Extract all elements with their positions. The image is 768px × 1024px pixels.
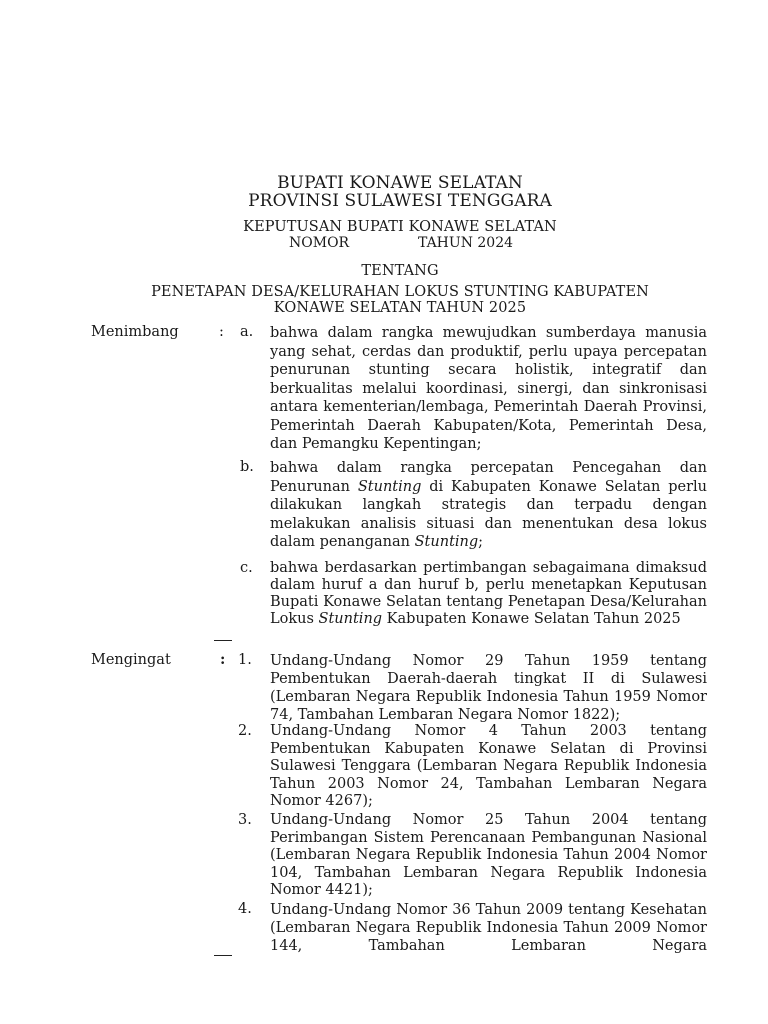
legal-basis-text: Undang-Undang Nomor 29 Tahun 1959 tentang Pembentukan Daerah-daerah tingkat II di Sulawesi (Lembaran Negara Republik Indonesia Tahun 1959 Nomor 74, Tambahan Lembaran Negara Nomor 1822); [270,653,707,723]
item-number: 1. [238,652,252,668]
subject-line-2: KONAWE SELATAN TAHUN 2025 [273,300,527,316]
consideration-text: bahwa dalam rangka mewujudkan sumberdaya manusia yang sehat, cerdas dan produktif, perlu upaya percepatan penurunan stunting secara holistik, integratif dan berkualitas melalui koordinasi, sinergi, dan sinkronisasi antara kementerian/lembaga, Pemerintah Daerah Provinsi, Pemerintah Daerah Kabupaten/Kota, Pemerintah Desa, dan Pemangku Kepentingan; [270,325,707,452]
decree-title: KEPUTUSAN BUPATI KONAWE SELATAN [243,219,557,235]
item-marker: a. [240,324,254,340]
italic-term: Stunting [414,534,479,550]
italic-term: Stunting [357,478,422,495]
legal-basis-text: Undang-Undang Nomor 4 Tahun 2003 tentang Pembentukan Kabupaten Konawe Selatan di Provinsi Sulawesi Tenggara (Lembaran Negara Republik Indonesia Tahun 2003 Nomor 24, Tambahan Lembaran Negara Nomor 4267); [270,723,707,809]
italic-term: Stunting [318,611,383,627]
menimbang-label: Menimbang [91,324,179,340]
item-marker: c. [240,560,253,576]
consideration-text [270,459,707,552]
tahun-label: TAHUN 2024 [418,235,514,251]
legal-basis-text: Undang-Undang Nomor 25 Tahun 2004 tentang Perimbangan Sistem Perencanaan Pembangunan Nasional (Lembaran Negara Republik Indonesia Tahun 2004 Nomor 104, Tambahan Lembaran Negara Republik Indonesia Nomor 4421); [270,812,707,898]
mengingat-colon: : [220,651,226,668]
item-number: 2. [238,723,252,739]
consideration-text [270,560,707,628]
text-segment: bahwa berdasarkan pertimbangan sebagaimana dimaksud dalam huruf a dan huruf b, perlu menetapkan Keputusan Bupati Konawe Selatan tentang Penetapan Desa/Kelurahan Lokus [270,560,707,627]
divider-rule [214,955,232,956]
text-segment: ; [478,534,484,550]
text-segment: di Kabupaten Konawe Selatan perlu dilakukan langkah strategis dan terpadu dengan melakukan analisis situasi dan menentukan desa lokus dalam penanganan [270,478,707,550]
nomor-label: NOMOR [289,235,350,251]
divider-rule [214,640,232,641]
legal-basis-text: Undang-Undang Nomor 36 Tahun 2009 tentang Kesehatan (Lembaran Negara Republik Indonesia Tahun 2009 Nomor 144, Tambahan Lembaran Negara [270,902,707,954]
regent-title: BUPATI KONAWE SELATAN [277,173,523,193]
item-marker: b. [240,459,254,475]
mengingat-label: Mengingat [91,652,171,668]
tentang-heading: TENTANG [361,263,439,279]
subject-line-1: PENETAPAN DESA/KELURAHAN LOKUS STUNTING KABUPATEN [151,284,649,300]
province-title: PROVINSI SULAWESI TENGGARA [248,191,552,211]
text-segment: Kabupaten Konawe Selatan Tahun 2025 [382,611,681,627]
text-segment: bahwa dalam rangka percepatan Pencegahan dan Penurunan [270,460,707,495]
menimbang-colon: : [219,324,224,340]
item-number: 4. [238,901,252,917]
item-number: 3. [238,812,252,828]
